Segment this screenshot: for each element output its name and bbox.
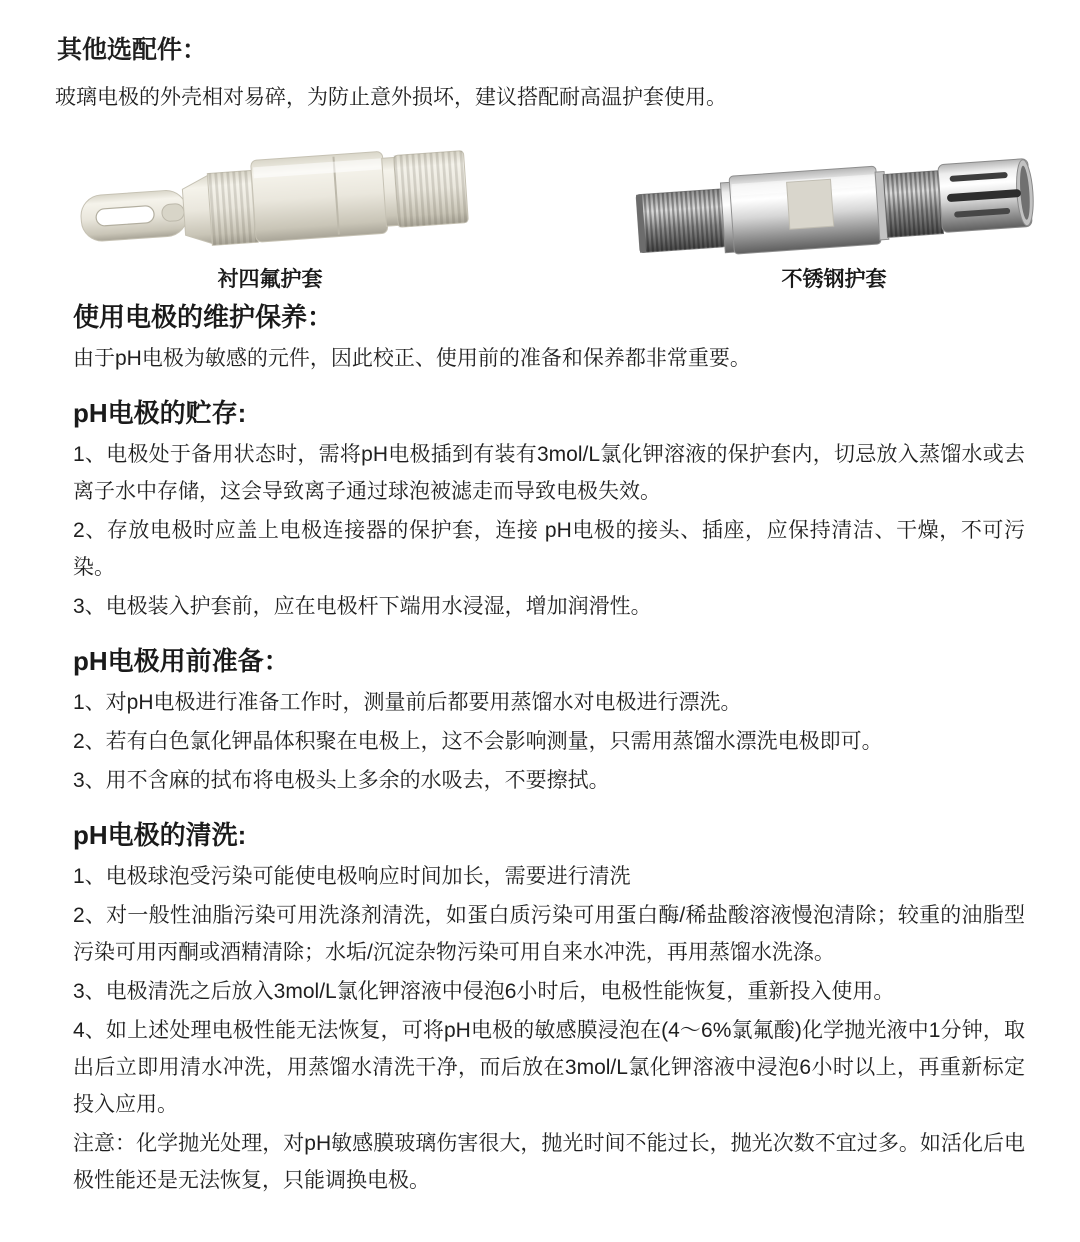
list-item: 1、对pH电极进行准备工作时，测量前后都要用蒸馏水对电极进行漂洗。 bbox=[73, 691, 742, 714]
stainless-sleeve-image bbox=[631, 137, 1039, 265]
section-maintenance-title: 使用电极的维护保养： bbox=[73, 302, 334, 332]
paragraph: 由于pH电极为敏感的元件，因此校正、使用前的准备和保养都非常重要。 bbox=[73, 347, 751, 370]
section-storage-title: pH电极的贮存: bbox=[73, 398, 247, 428]
list-item: 3、电极清洗之后放入3mol/L氯化钾溶液中侵泡6小时后，电极性能恢复，重新投入使用。 bbox=[73, 980, 895, 1003]
ptfe-sleeve-caption: 衬四氟护套 bbox=[217, 268, 323, 291]
list-item: 2、存放电极时应盖上电极连接器的保护套，连接 pH电极的接头、插座，应保持清洁、干燥，不可污染。 bbox=[73, 519, 1025, 579]
section-storage bbox=[73, 397, 1025, 625]
ptfe-sleeve-image bbox=[75, 126, 472, 265]
list-item: 1、电极球泡受污染可能使电极响应时间加长，需要进行清洗 bbox=[73, 865, 631, 888]
section-preparation-title: pH电极用前准备： bbox=[73, 646, 290, 676]
section-preparation bbox=[73, 645, 1025, 799]
list-item: 3、电极装入护套前，应在电极杆下端用水浸湿，增加润滑性。 bbox=[73, 595, 652, 618]
note-text: 注意：化学抛光处理，对pH敏感膜玻璃伤害很大，抛光时间不能过长，抛光次数不宜过多。如活化后电极性能还是无法恢复，只能调换电极。 bbox=[73, 1132, 1025, 1192]
section-cleaning bbox=[73, 819, 1025, 1199]
product-figures bbox=[0, 125, 1080, 291]
list-item: 1、电极处于备用状态时，需将pH电极插到有装有3mol/L氯化钾溶液的保护套内，切忌放入蒸馏水或去离子水中存储，这会导致离子通过球泡被滤走而导致电极失效。 bbox=[73, 443, 1025, 503]
section-cleaning-title: pH电极的清洗: bbox=[73, 820, 247, 850]
page-title: 其他选配件： bbox=[57, 36, 208, 64]
list-item: 3、用不含麻的拭布将电极头上多余的水吸去，不要擦拭。 bbox=[73, 769, 610, 792]
document-page bbox=[0, 34, 1080, 1199]
list-item: 4、如上述处理电极性能无法恢复，可将pH电极的敏感膜浸泡在(4～6%氯氟酸)化学抛光液中1分钟，取出后立即用清水冲洗，用蒸馏水清洗干净，而后放在3mol/L氯化钾溶液中浸泡6小时以上，再重新标定投入应用。 bbox=[73, 1019, 1025, 1116]
section-maintenance bbox=[73, 301, 1025, 377]
intro-text: 玻璃电极的外壳相对易碎，为防止意外损坏，建议搭配耐高温护套使用。 bbox=[55, 86, 727, 109]
stainless-sleeve-caption: 不锈钢护套 bbox=[781, 268, 887, 291]
list-item: 2、若有白色氯化钾晶体积聚在电极上，这不会影响测量，只需用蒸馏水漂洗电极即可。 bbox=[73, 730, 883, 753]
list-item: 2、对一般性油脂污染可用洗涤剂清洗，如蛋白质污染可用蛋白酶/稀盐酸溶液慢泡清除；较重的油脂型污染可用丙酮或酒精清除；水垢/沉淀杂物污染可用自来水冲洗，再用蒸馏水洗涤。 bbox=[73, 904, 1025, 964]
